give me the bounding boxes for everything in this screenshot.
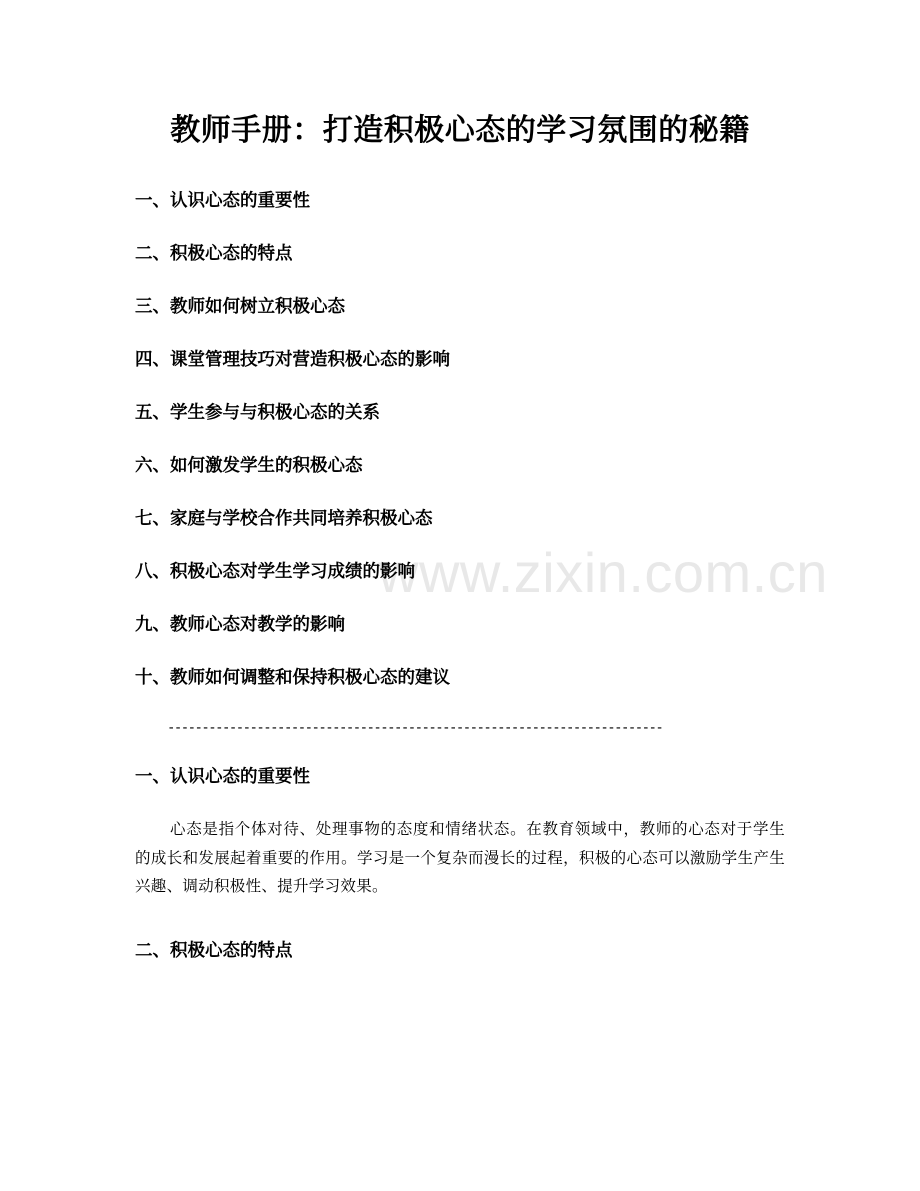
- section-divider: ------------------------------------------------------------------------: [167, 720, 663, 736]
- toc-item-5: 五、学生参与与积极心态的关系: [135, 403, 380, 423]
- section-1-body: 心态是指个体对待、处理事物的态度和情绪状态。在教育领域中，教师的心态对于学生的成长和发展起着重要的作用。学习是一个复杂而漫长的过程，积极的心态可以激励学生产生兴趣、调动积极性、提升学习效果。: [135, 820, 785, 895]
- watermark: www.zixin.com.cn: [378, 541, 828, 604]
- toc-item-4: 四、课堂管理技巧对营造积极心态的影响: [135, 350, 450, 370]
- table-of-contents: [135, 187, 795, 717]
- toc-item-8: 八、积极心态对学生学习成绩的影响: [135, 562, 415, 582]
- toc-item-10: 十、教师如何调整和保持积极心态的建议: [135, 668, 450, 688]
- toc-item-7: 七、家庭与学校合作共同培养积极心态: [135, 509, 433, 529]
- toc-item-9: 九、教师心态对教学的影响: [135, 615, 345, 635]
- toc-item-3: 三、教师如何树立积极心态: [135, 297, 345, 317]
- toc-item-1: 一、认识心态的重要性: [135, 191, 310, 211]
- document-title: 教师手册：打造积极心态的学习氛围的秘籍: [170, 113, 750, 148]
- toc-item-6: 六、如何激发学生的积极心态: [135, 456, 363, 476]
- toc-item-2: 二、积极心态的特点: [135, 244, 293, 264]
- section-2-heading: 二、积极心态的特点: [135, 941, 293, 961]
- section-1-heading: 一、认识心态的重要性: [135, 767, 310, 787]
